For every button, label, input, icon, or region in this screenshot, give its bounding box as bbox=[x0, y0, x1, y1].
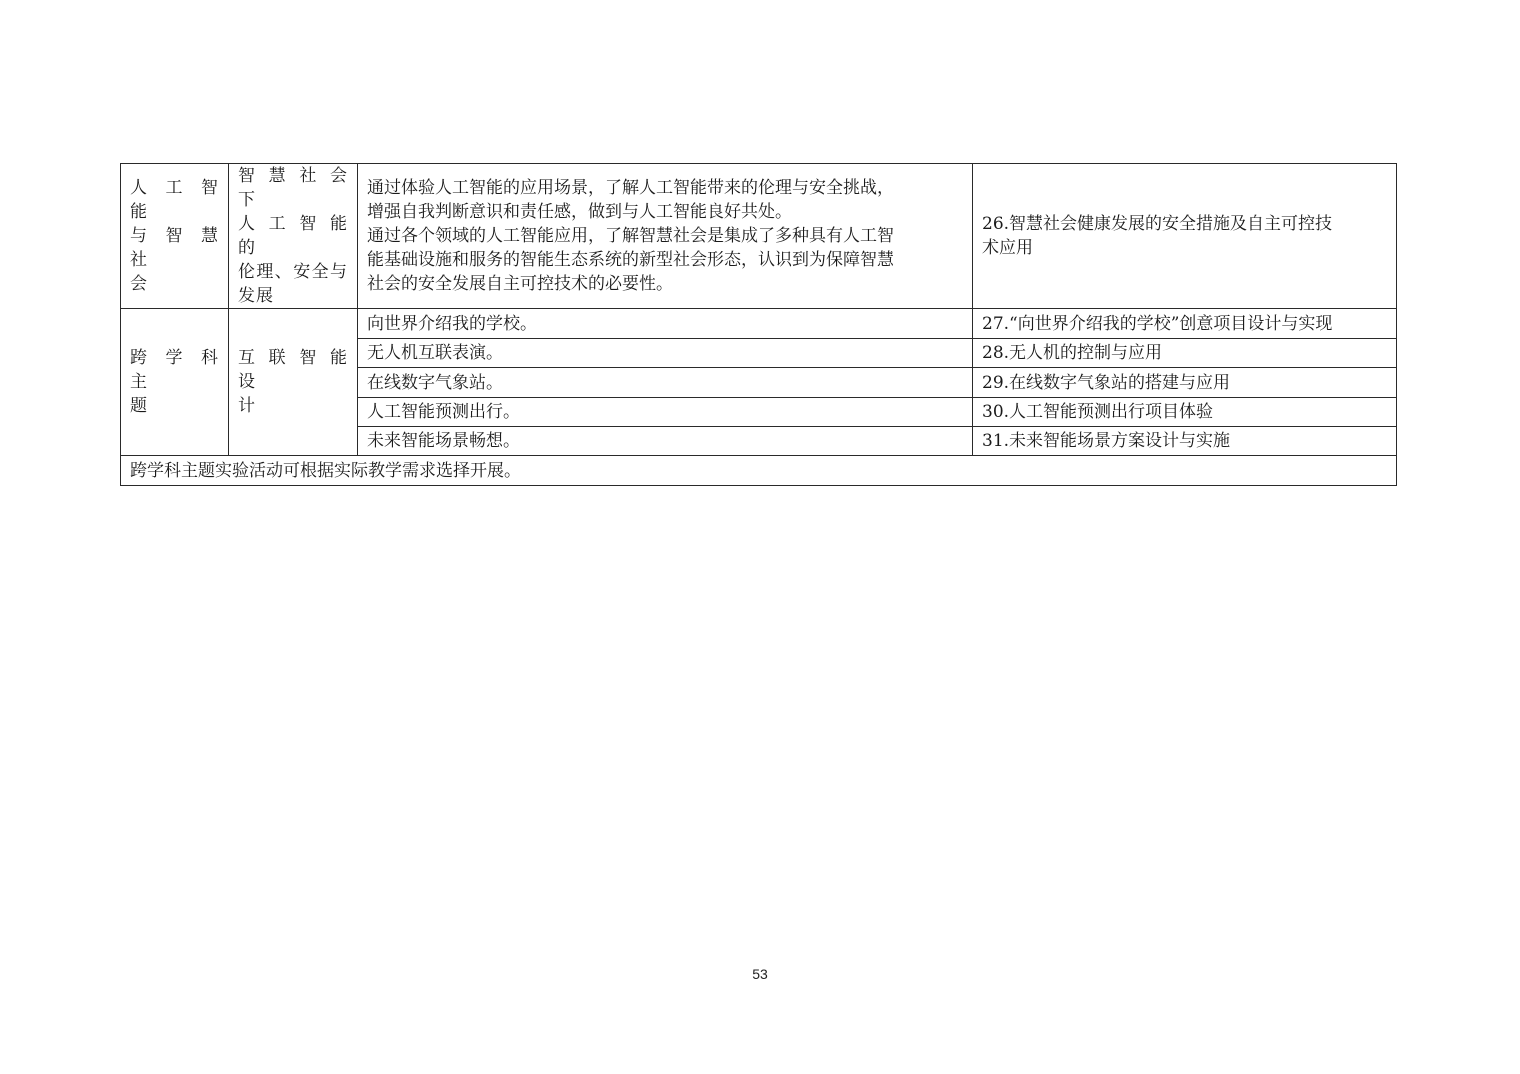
goal-cell: 未来智能场景畅想。 bbox=[358, 427, 973, 456]
experiment-cell: 29.在线数字气象站的搭建与应用 bbox=[973, 368, 1397, 398]
table-row-ai-society bbox=[121, 164, 1397, 309]
category-line: 会 bbox=[130, 274, 148, 294]
category-line: 人 工 智 能 bbox=[130, 178, 219, 222]
topic-line: 互 联 智 能 设 bbox=[238, 348, 348, 392]
topic-cell-ai-ethics bbox=[229, 164, 358, 309]
topic-line: 人 工 智 能 的 bbox=[238, 214, 348, 258]
topic-line: 伦理、安全与 bbox=[238, 262, 348, 282]
experiment-cell: 27.“向世界介绍我的学校”创意项目设计与实现 bbox=[973, 309, 1397, 339]
category-line: 与 智 慧 社 bbox=[130, 226, 219, 270]
table-row bbox=[121, 309, 1397, 339]
curriculum-table bbox=[120, 163, 1397, 486]
topic-cell-connected-design bbox=[229, 309, 358, 456]
goal-line: 通过体验人工智能的应用场景，了解人工智能带来的伦理与安全挑战， bbox=[367, 178, 894, 198]
category-line: 跨 学 科 主 bbox=[130, 348, 219, 392]
goal-line: 通过各个领域的人工智能应用，了解智慧社会是集成了多种具有人工智 bbox=[367, 226, 894, 246]
goal-line: 增强自我判断意识和责任感，做到与人工智能良好共处。 bbox=[367, 202, 792, 222]
topic-line: 发展 bbox=[238, 286, 274, 306]
table-note-row bbox=[121, 456, 1397, 486]
topic-line: 智 慧 社 会 下 bbox=[238, 166, 348, 210]
goal-cell: 向世界介绍我的学校。 bbox=[358, 309, 973, 339]
page-number: 53 bbox=[752, 966, 768, 982]
category-cell-ai-society bbox=[121, 164, 229, 309]
goal-line: 社会的安全发展自主可控技术的必要性。 bbox=[367, 274, 673, 294]
topic-line: 计 bbox=[238, 396, 256, 416]
experiment-line: 术应用 bbox=[982, 238, 1033, 258]
experiment-cell-26 bbox=[973, 164, 1397, 309]
experiment-cell: 28.无人机的控制与应用 bbox=[973, 339, 1397, 368]
goal-line: 能基础设施和服务的智能生态系统的新型社会形态，认识到为保障智慧 bbox=[367, 250, 894, 270]
goal-cell-ai-society bbox=[358, 164, 973, 309]
experiment-cell: 30.人工智能预测出行项目体验 bbox=[973, 398, 1397, 427]
table-note: 跨学科主题实验活动可根据实际教学需求选择开展。 bbox=[121, 456, 1397, 486]
goal-cell: 在线数字气象站。 bbox=[358, 368, 973, 398]
category-line: 题 bbox=[130, 396, 148, 416]
experiment-cell: 31.未来智能场景方案设计与实施 bbox=[973, 427, 1397, 456]
goal-cell: 人工智能预测出行。 bbox=[358, 398, 973, 427]
category-cell-interdisciplinary bbox=[121, 309, 229, 456]
experiment-line: 26.智慧社会健康发展的安全措施及自主可控技 bbox=[982, 214, 1333, 234]
goal-cell: 无人机互联表演。 bbox=[358, 339, 973, 368]
